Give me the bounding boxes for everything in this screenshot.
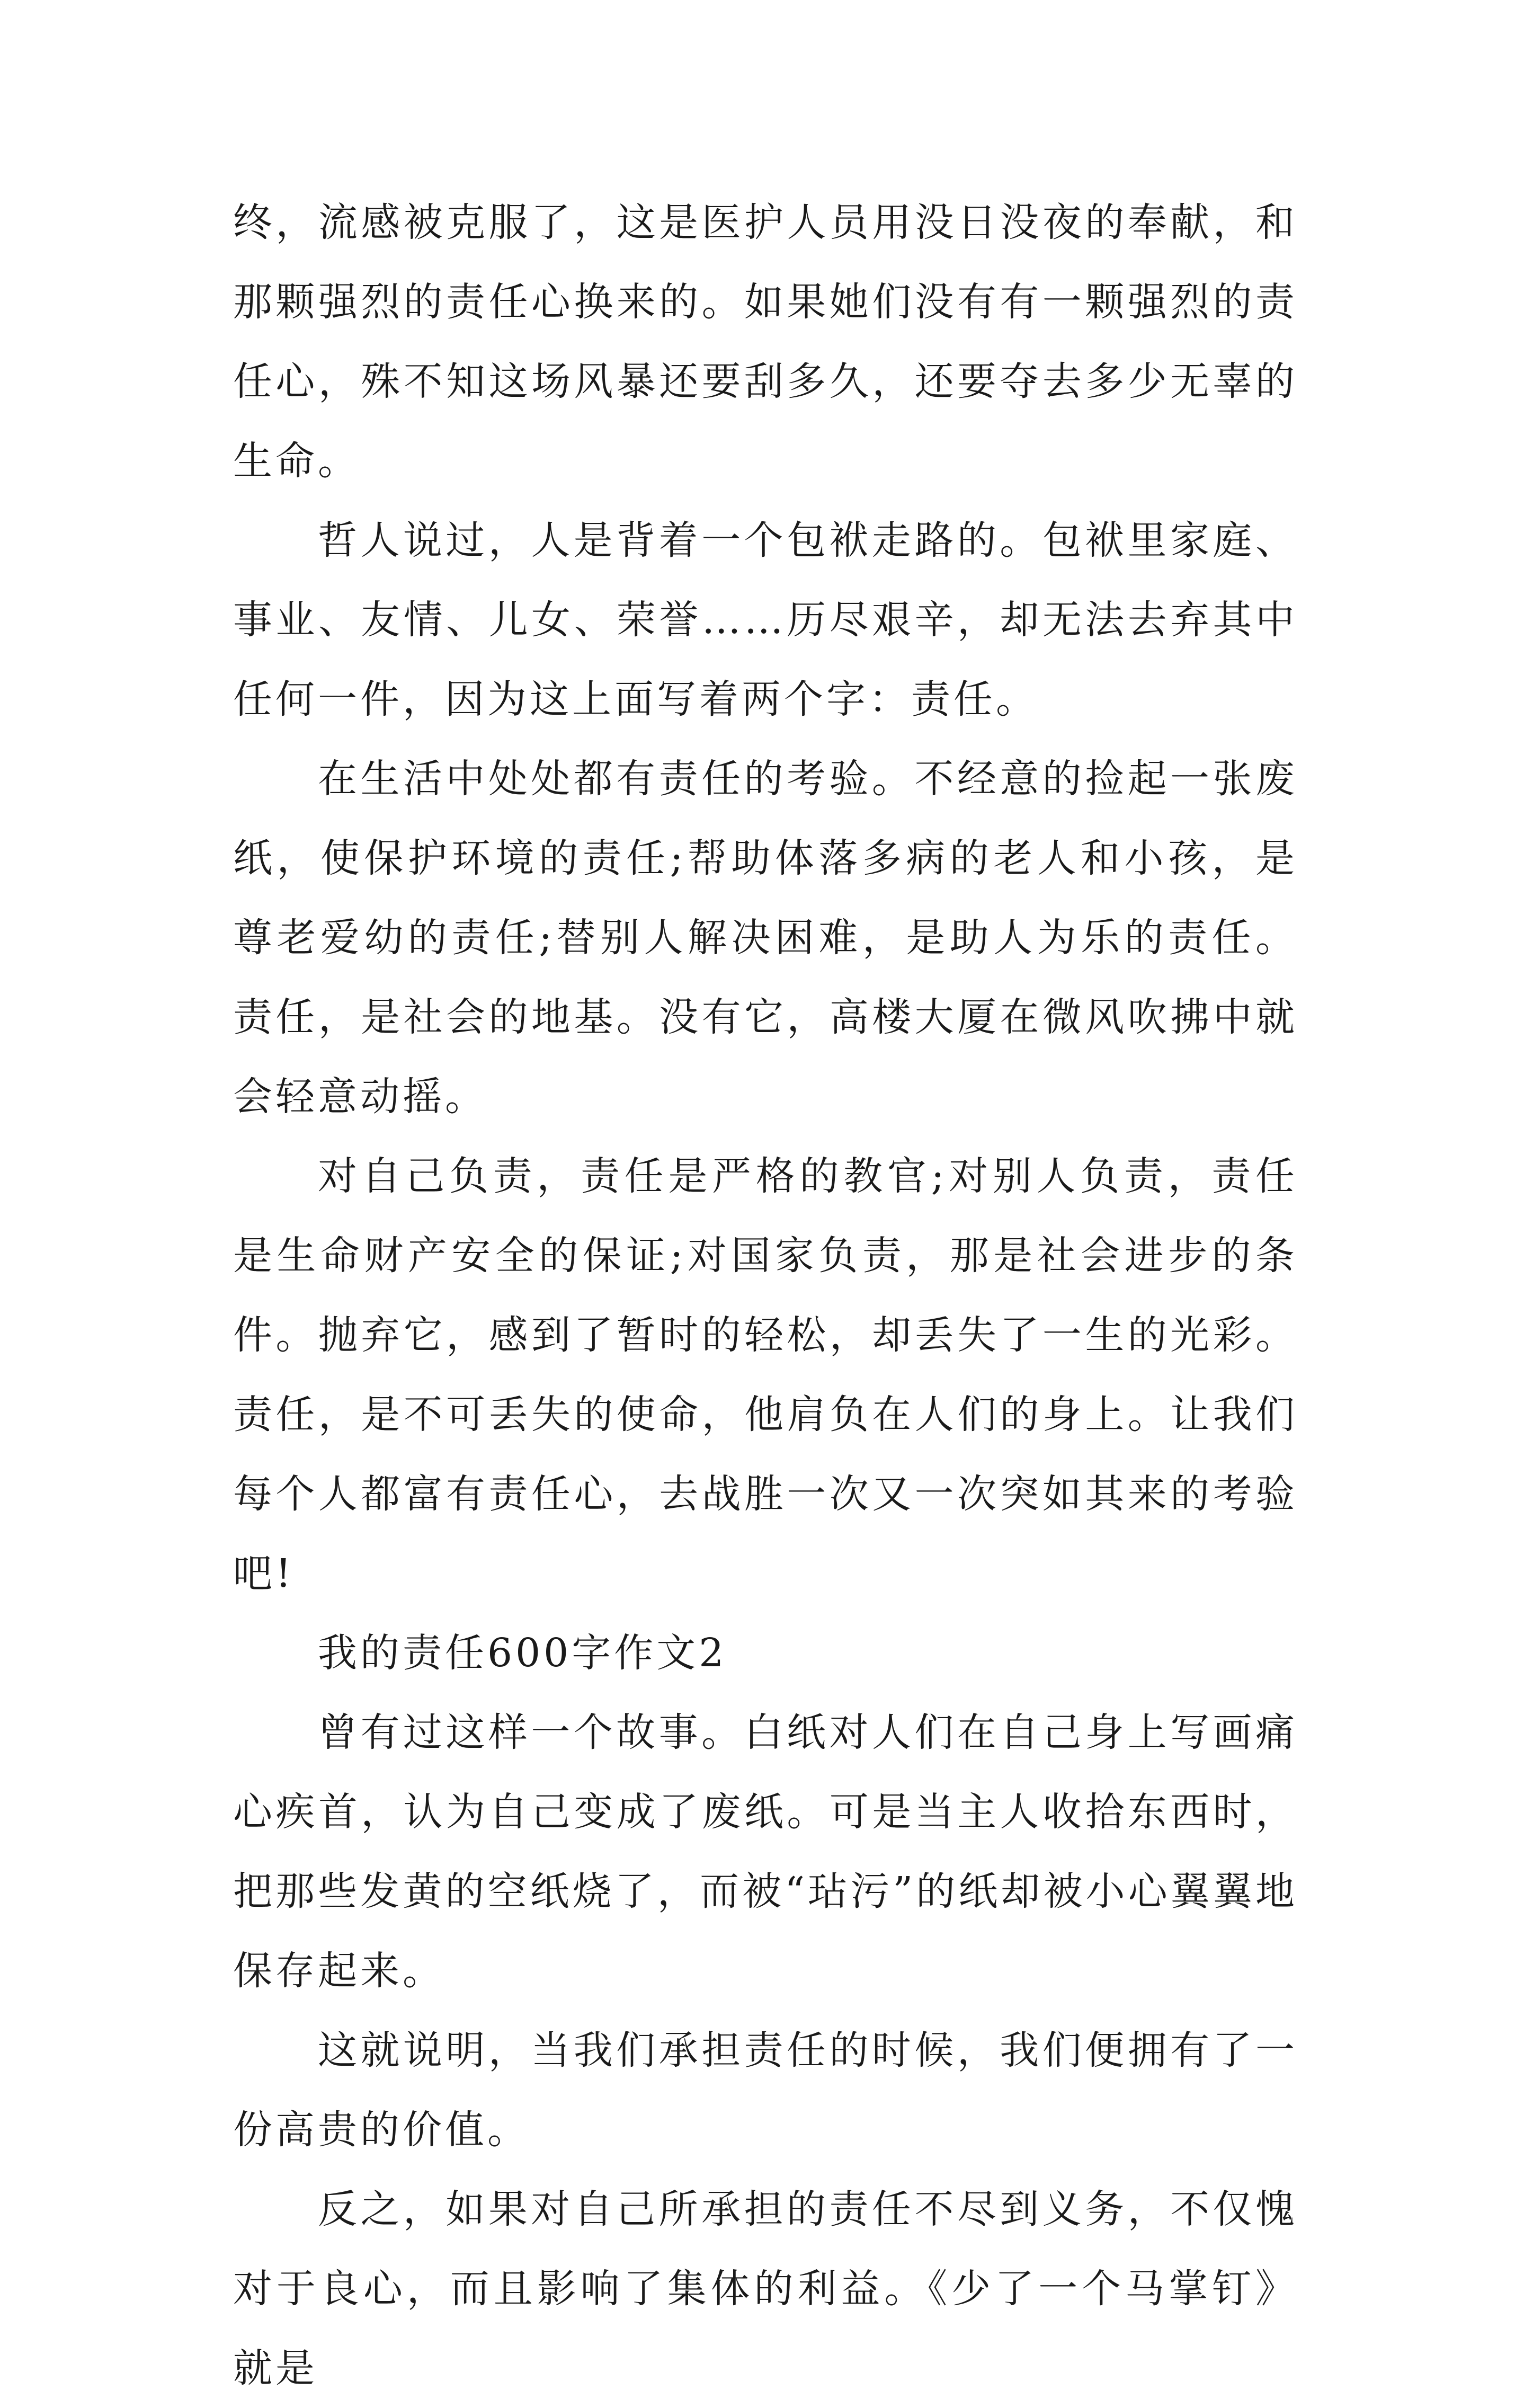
paragraph: 这就说明，当我们承担责任的时候，我们便拥有了一份高贵的价值。 [233, 2028, 1298, 2153]
paragraph: 终，流感被克服了，这是医护人员用没日没夜的奉献，和那颗强烈的责任心换来的。如果她们没有有一颗强烈的责任心，殊不知这场风暴还要刮多久，还要夺去多少无辜的生命。 [233, 200, 1298, 484]
section-heading: 我的责任600字作文2 [318, 1630, 727, 1676]
paragraph: 反之，如果对自己所承担的责任不尽到义务，不仅愧对于良心，而且影响了集体的利益。《少了一个马掌钉》就是 [233, 2187, 1298, 2391]
paragraph: 对自己负责，责任是严格的教官;对别人负责，责任是生命财产安全的保证;对国家负责，那是社会进步的条件。抛弃它，感到了暂时的轻松，却丢失了一生的光彩。责任，是不可丢失的使命，他肩负在人们的身上。让我们每个人都富有责任心，去战胜一次又一次突如其来的考验吧! [233, 1153, 1298, 1596]
paragraph: 曾有过这样一个故事。白纸对人们在自己身上写画痛心疾首，认为自己变成了废纸。可是当主人收拾东西时，把那些发黄的空纸烧了，而被“玷污”的纸却被小心翼翼地保存起来。 [233, 1710, 1298, 1994]
paragraph: 哲人说过，人是背着一个包袱走路的。包袱里家庭、事业、友情、儿女、荣誉……历尽艰辛，却无法去弃其中任何一件，因为这上面写着两个字：责任。 [233, 518, 1298, 722]
paragraph: 在生活中处处都有责任的考验。不经意的捡起一张废纸，使保护环境的责任;帮助体落多病的老人和小孩，是尊老爱幼的责任;替别人解决困难，是助人为乐的责任。责任，是社会的地基。没有它，高楼大厦在微风吹拂中就会轻意动摇。 [233, 756, 1298, 1119]
document-body [233, 183, 1298, 2408]
